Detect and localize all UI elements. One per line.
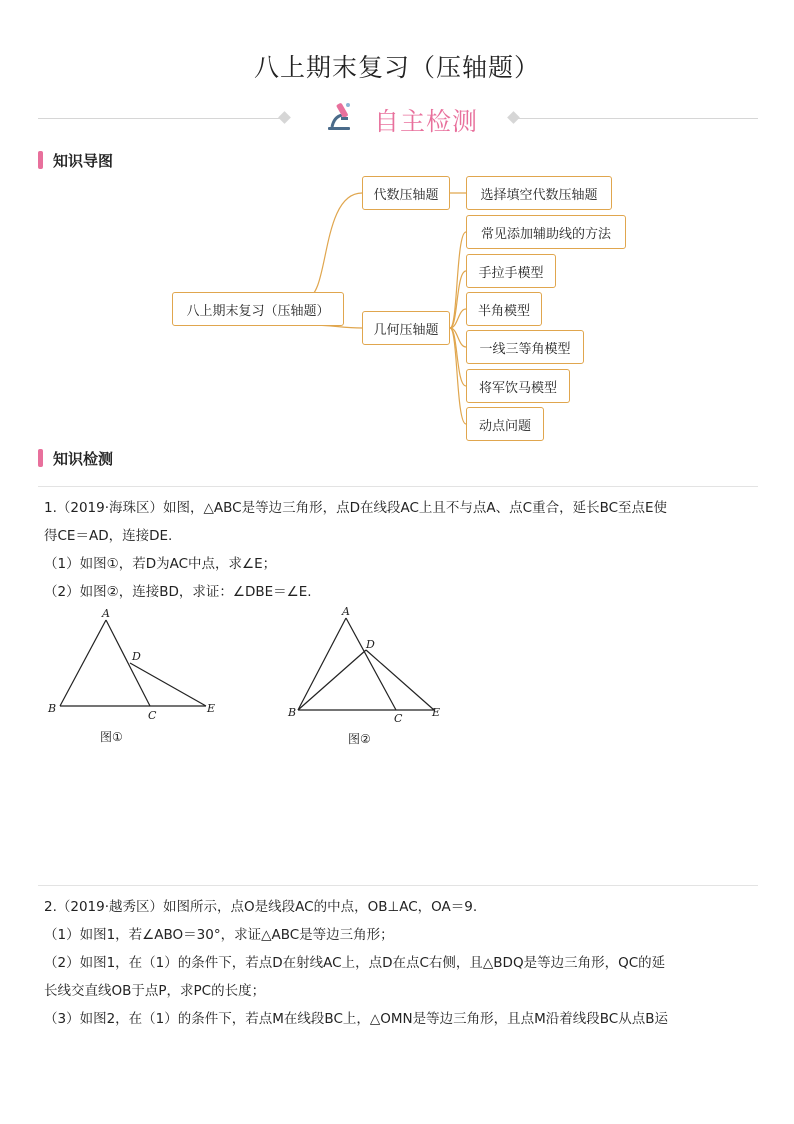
q2-part2-cont: 长线交直线OB于点P，求PC的长度；	[44, 983, 266, 999]
point-label-a: A	[102, 607, 110, 620]
q2-text: 2.（2019·越秀区）如图所示，点O是线段AC的中点，OB⊥AC，OA＝9.	[44, 899, 478, 915]
divider	[38, 885, 758, 886]
point-label-e: E	[432, 706, 441, 719]
q1-part2: （2）如图②，连接BD，求证：∠DBE＝∠E.	[44, 584, 312, 600]
point-label-a: A	[342, 605, 350, 618]
banner-title: 自主检测	[374, 107, 479, 136]
point-label-b: B	[48, 702, 57, 715]
mindmap-leaf-node: 动点问题	[466, 407, 544, 441]
point-label-c: C	[394, 712, 403, 725]
figure-2	[286, 604, 456, 732]
mindmap-leaf-node: 手拉手模型	[466, 254, 556, 288]
section-bar	[38, 449, 43, 467]
mindmap-leaf-node: 选择填空代数压轴题	[466, 176, 612, 210]
mindmap-geometry-node: 几何压轴题	[362, 311, 450, 345]
mind-map	[0, 0, 794, 460]
mindmap-leaf-node: 一线三等角模型	[466, 330, 584, 364]
point-label-e: E	[207, 702, 216, 715]
q2-part1: （1）如图1，若∠ABO＝30°，求证△ABC是等边三角形；	[44, 927, 394, 943]
figure-caption: 图①	[100, 730, 123, 744]
q1-text: 1.（2019·海珠区）如图，△ABC是等边三角形，点D在线段AC上且不与点A、点C重合，延长BC至点E使	[44, 500, 668, 516]
section-title: 知识导图	[53, 152, 114, 170]
figure-1	[44, 606, 234, 730]
mindmap-leaf-node: 半角模型	[466, 292, 542, 326]
figure-caption: 图②	[348, 732, 371, 746]
q2-part3: （3）如图2，在（1）的条件下，若点M在线段BC上，△OMN是等边三角形，且点M沿着线段BC从点B运	[44, 1011, 668, 1027]
divider	[38, 486, 758, 487]
point-label-c: C	[148, 709, 157, 722]
point-label-b: B	[288, 706, 297, 719]
q1-text: 得CE＝AD，连接DE.	[44, 528, 173, 544]
point-label-d: D	[132, 650, 141, 663]
q1-part1: （1）如图①，若D为AC中点，求∠E；	[44, 556, 277, 572]
mindmap-root-node: 八上期末复习（压轴题）	[172, 292, 344, 326]
mind-map-connectors	[0, 0, 794, 460]
page-title: 八上期末复习（压轴题）	[253, 53, 540, 82]
point-label-d: D	[366, 638, 375, 651]
mindmap-algebra-node: 代数压轴题	[362, 176, 450, 210]
mindmap-leaf-node: 常见添加辅助线的方法	[466, 215, 626, 249]
q2-part2: （2）如图1，在（1）的条件下，若点D在射线AC上，点D在点C右侧，且△BDQ是等边三角形，QC的延	[44, 955, 666, 971]
section-title: 知识检测	[53, 450, 114, 468]
mindmap-leaf-node: 将军饮马模型	[466, 369, 570, 403]
